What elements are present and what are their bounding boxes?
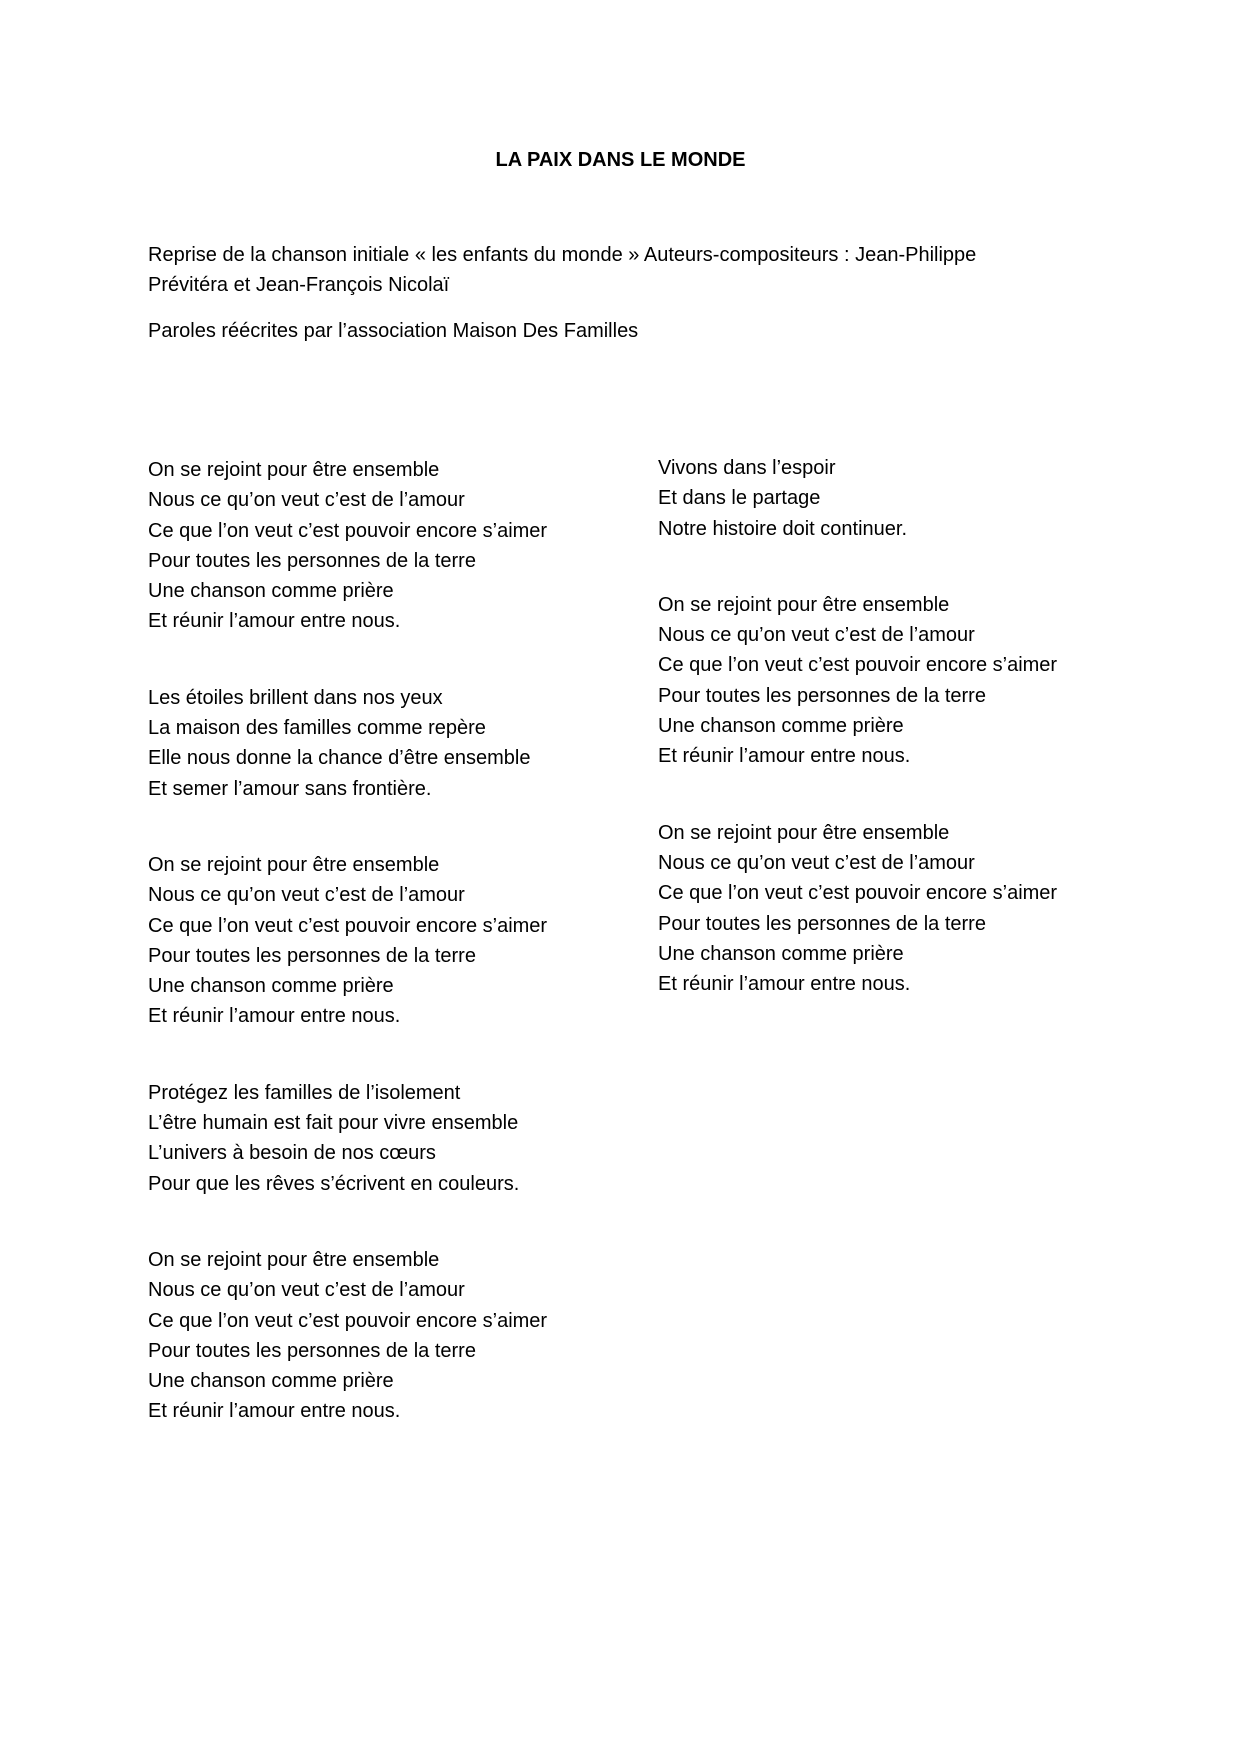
- credits-paragraph: Reprise de la chanson initiale « les enfants du monde » Auteurs-compositeurs : Jean-Philippe Prévitéra et Jean-François Nicolaï: [148, 244, 977, 296]
- lyric-line: Ce que l’on veut c’est pouvoir encore s’aimer: [658, 654, 1058, 677]
- lyric-line: Pour toutes les personnes de la terre: [658, 684, 986, 707]
- stanza: [658, 818, 1128, 1000]
- lyric-line: Nous ce qu’on veut c’est de l’amour: [658, 851, 975, 874]
- lyric-line: Et réunir l’amour entre nous.: [658, 973, 911, 996]
- lyric-line: Ce que l’on veut c’est pouvoir encore s’aimer: [658, 882, 1058, 905]
- lyric-line: Pour toutes les personnes de la terre: [148, 944, 476, 967]
- right-column: [658, 453, 1128, 1045]
- stanza: [658, 590, 1128, 772]
- lyric-line: Ce que l’on veut c’est pouvoir encore s’aimer: [148, 519, 548, 542]
- stanza: [148, 1078, 618, 1199]
- lyric-line: On se rejoint pour être ensemble: [658, 821, 950, 844]
- left-column: [148, 455, 618, 1473]
- lyric-line: Une chanson comme prière: [148, 975, 394, 998]
- lyric-line: Et semer l’amour sans frontière.: [148, 777, 432, 800]
- lyric-line: Nous ce qu’on veut c’est de l’amour: [148, 489, 465, 512]
- stanza: [148, 1245, 618, 1427]
- lyric-line: Les étoiles brillent dans nos yeux: [148, 686, 443, 709]
- lyric-line: Vivons dans l’espoir: [658, 457, 836, 479]
- lyric-line: L’être humain est fait pour vivre ensemble: [148, 1112, 519, 1135]
- lyric-line: Et réunir l’amour entre nous.: [148, 1400, 401, 1423]
- page-title: LA PAIX DANS LE MONDE: [495, 149, 746, 171]
- lyric-line: Nous ce qu’on veut c’est de l’amour: [148, 1279, 465, 1302]
- lyric-line: Et réunir l’amour entre nous.: [658, 745, 911, 768]
- lyric-line: Nous ce qu’on veut c’est de l’amour: [658, 624, 975, 647]
- lyric-line: Pour que les rêves s’écrivent en couleurs.: [148, 1172, 520, 1195]
- rewritten-by-paragraph: Paroles réécrites par l’association Maison Des Familles: [148, 320, 639, 342]
- lyric-line: La maison des familles comme repère: [148, 717, 486, 740]
- lyric-line: L’univers à besoin de nos cœurs: [148, 1142, 436, 1165]
- lyric-line: Pour toutes les personnes de la terre: [658, 912, 986, 935]
- stanza: [148, 683, 618, 804]
- lyric-line: Une chanson comme prière: [658, 942, 904, 965]
- lyric-line: Ce que l’on veut c’est pouvoir encore s’aimer: [148, 1309, 548, 1332]
- stanza: [658, 453, 1128, 544]
- intro: [148, 240, 1048, 362]
- lyric-line: Et réunir l’amour entre nous.: [148, 1005, 401, 1028]
- lyric-line: Ce que l’on veut c’est pouvoir encore s’aimer: [148, 914, 548, 937]
- lyric-line: Et dans le partage: [658, 487, 821, 510]
- lyric-line: On se rejoint pour être ensemble: [148, 1248, 440, 1271]
- lyric-line: On se rejoint pour être ensemble: [658, 593, 950, 616]
- lyric-line: Pour toutes les personnes de la terre: [148, 1339, 476, 1362]
- stanza: [148, 850, 618, 1032]
- stanza: [148, 455, 618, 637]
- lyric-line: Nous ce qu’on veut c’est de l’amour: [148, 884, 465, 907]
- lyric-line: Une chanson comme prière: [148, 580, 394, 603]
- lyric-line: On se rejoint pour être ensemble: [148, 459, 440, 481]
- lyric-line: Notre histoire doit continuer.: [658, 517, 908, 540]
- lyric-line: On se rejoint pour être ensemble: [148, 853, 440, 876]
- lyric-line: Elle nous donne la chance d’être ensemble: [148, 747, 531, 770]
- lyric-line: Et réunir l’amour entre nous.: [148, 610, 401, 633]
- lyric-line: Pour toutes les personnes de la terre: [148, 549, 476, 572]
- lyric-line: Protégez les familles de l’isolement: [148, 1081, 461, 1104]
- lyric-line: Une chanson comme prière: [148, 1370, 394, 1393]
- lyric-line: Une chanson comme prière: [658, 715, 904, 738]
